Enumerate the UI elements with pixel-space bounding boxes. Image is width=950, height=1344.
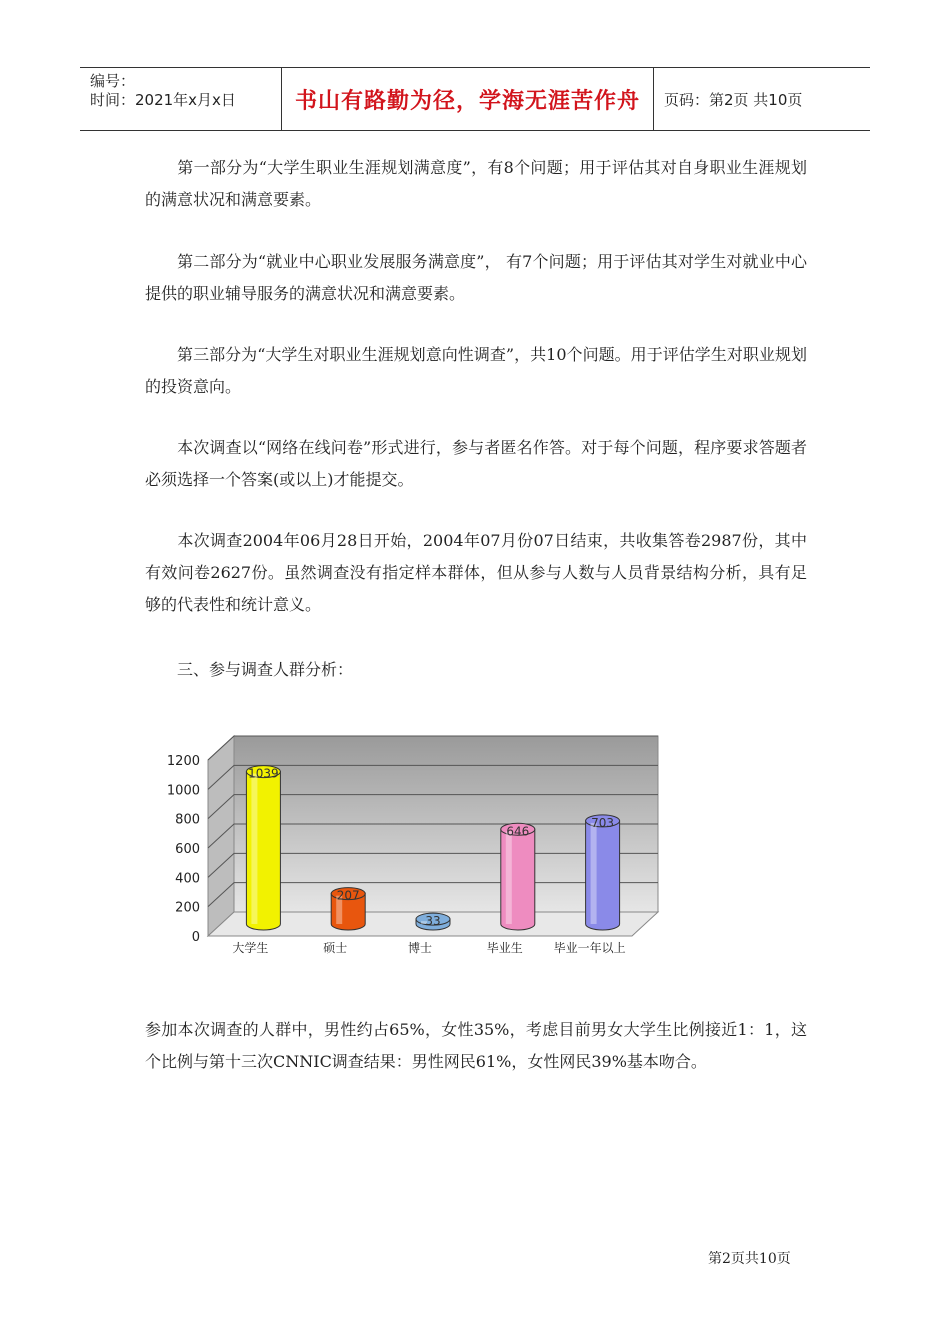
y-tick-label: 600 <box>175 842 200 857</box>
y-tick-label: 200 <box>175 900 200 916</box>
paragraph-2: 第二部分为“就业中心职业发展服务满意度”， 有7个问题；用于评估其对学生对就业中心提供的职业辅导服务的满意状况和满意要素。 <box>145 252 807 303</box>
bar-highlight <box>591 823 597 924</box>
header-page-info: 页码：第2页 共10页 <box>664 90 803 109</box>
closing-paragraph: 参加本次调查的人群中，男性约占65%，女性35%，考虑目前男女大学生比例接近1：1，这个比例与第十三次CNNIC调查结果：男性网民61%，女性网民39%基本吻合。 <box>145 1020 807 1071</box>
x-category-label: 硕士 <box>323 941 348 955</box>
bar-value-label: 1039 <box>248 766 279 781</box>
x-category-label: 毕业生 <box>486 941 523 955</box>
header-meta <box>80 68 282 130</box>
bar-value-label: 703 <box>591 815 615 830</box>
bar-chart-svg <box>140 722 680 962</box>
bar-chart <box>140 722 680 966</box>
paragraph-5: 本次调查2004年06月28日开始，2004年07月份07日结束，共收集答卷2987份，其中有效问卷2627份。虽然调查没有指定样本群体，但从参与人数与人员背景结构分析，具有足够的代表性和统计意义。 <box>145 531 807 614</box>
bar-4 <box>501 823 535 930</box>
y-tick-label: 1000 <box>166 783 200 799</box>
bar-5 <box>586 815 620 930</box>
time-label: 时间：2021年x月x日 <box>90 91 236 109</box>
header-motto: 书山有路勤为径，学海无涯苦作舟 <box>282 68 654 130</box>
bar-value-label: 646 <box>506 824 530 839</box>
y-tick-label: 1200 <box>166 754 200 769</box>
page-header <box>80 67 870 131</box>
paragraph-3: 第三部分为“大学生对职业生涯规划意向性调查”，共10个问题。用于评估学生对职业规划的投资意向。 <box>145 345 807 396</box>
number-label: 编号： <box>90 72 136 90</box>
page-footer: 第2页共10页 <box>708 1251 791 1267</box>
y-tick-label: 800 <box>175 812 200 828</box>
x-category-label: 毕业一年以上 <box>553 941 626 955</box>
paragraph-4: 本次调查以“网络在线问卷”形式进行，参与者匿名作答。对于每个问题，程序要求答题者必须选择一个答案(或以上)才能提交。 <box>145 438 807 489</box>
y-tick-label: 400 <box>175 871 200 887</box>
paragraph-1: 第一部分为“大学生职业生涯规划满意度”，有8个问题；用于评估其对自身职业生涯规划的满意状况和满意要素。 <box>145 158 807 209</box>
y-tick-label: 0 <box>191 930 200 945</box>
bar-highlight <box>251 774 257 924</box>
x-category-label: 博士 <box>407 941 433 955</box>
bar-value-label: 207 <box>336 888 360 903</box>
bar-1 <box>246 766 280 930</box>
x-category-label: 大学生 <box>232 941 269 955</box>
bar-value-label: 33 <box>425 914 441 929</box>
section-title: 三、参与调查人群分析： <box>177 660 354 679</box>
bar-highlight <box>506 831 512 924</box>
